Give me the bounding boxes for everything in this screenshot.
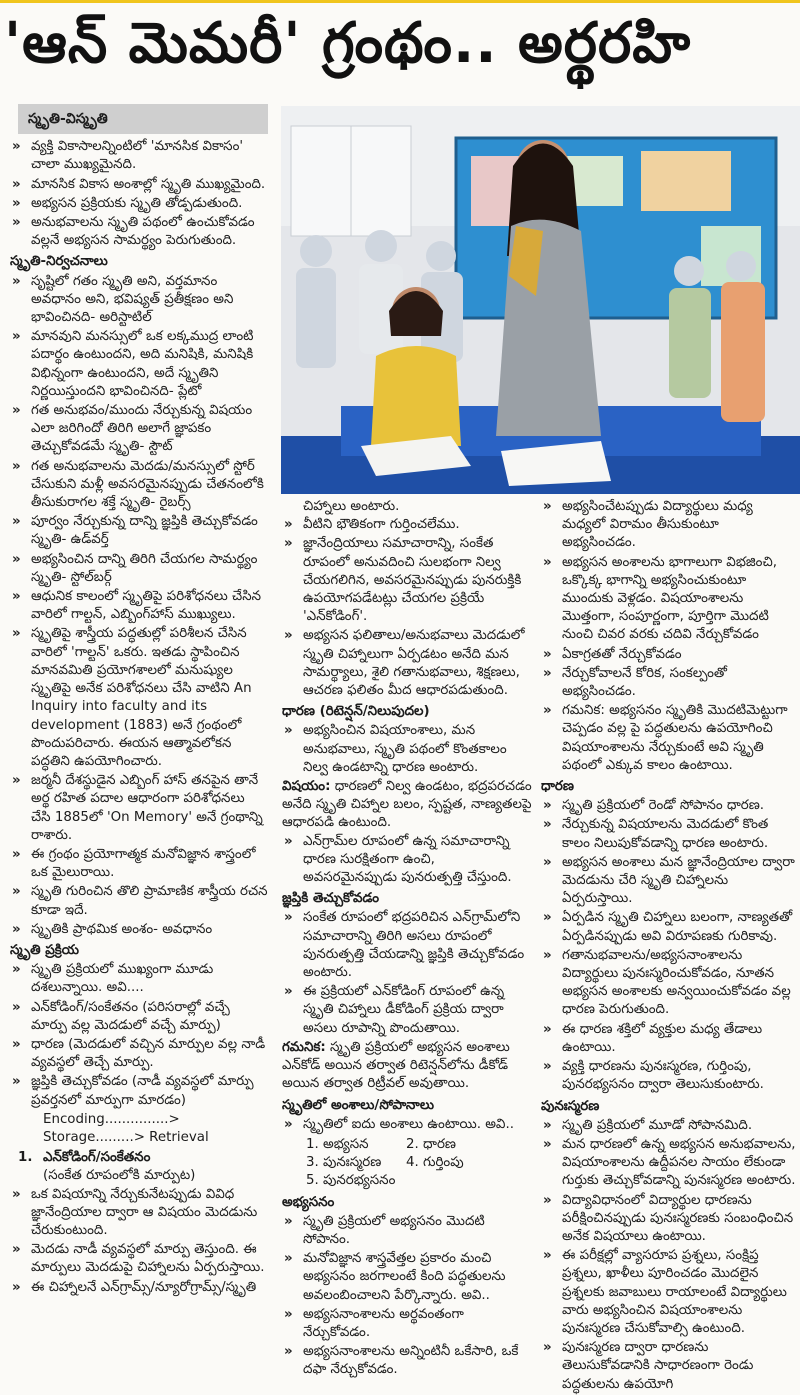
note-2-text: స్మృతి ప్రక్రియలో అభ్యసన అంశాలు ఎన్‌కోడ్ అయిన తర్వాత రిటెన్షన్‌లోను డీకోడ్ అయిన తర్వాత రిట్రీవల్ అవుతాయి. [282,1039,510,1092]
list-item: » మెదడు నాడీ వ్యవస్థలో మార్పు తెస్తుంది. ఈ మార్పులు మెదడుపై చిహ్నాలను ఏర్పరుస్తాయి. [10,1241,268,1277]
definition-item: » పూర్వం నేర్చుకున్న దాన్ని జ్ఞప్తికి తెచ్చుకోవడం స్మృతి- ఉడ్‌వర్త్ [10,513,268,549]
element-item: 5. పునరభ్యసనం [306,1173,396,1189]
definition-item: » జర్మనీ దేశస్థుడైన ఎబ్బింగ్ హాస్ తనపైన తానే అర్థ రహిత పదాల ఆధారంగా పరిశోధనలు చేసి 1885లో 'On Memory' అనే గ్రంథాన్ని రాశారు. [10,772,268,845]
definition-item: » గత అనుభవాలను మెదడు/మనస్సులో స్టోర్ చేసుకుని మళ్లీ అవసరమైనప్పుడు చేతనంలోకి తీసుకురాగల శక్తే స్మృతి- రైబర్స్ [10,458,268,513]
recall-heading-2: పునఃస్మరణ [541,1098,600,1114]
element-item: 2. ధారణ [406,1136,456,1152]
learning-methods-list [541,498,796,775]
list-item: » వ్యక్తి ధారణను పునఃస్మరణ, గుర్తింపు, పునరభ్యసనం ద్వారా తెలుసుకుంటారు. [541,1058,796,1094]
classroom-illustration [281,106,800,494]
definition-item: » ఈ గ్రంథం ప్రయోగాత్మక మనోవిజ్ఞాన శాస్త్రంలో ఒక మైలురాయి. [10,846,268,882]
list-item: » అభ్యసన అంశాలను భాగాలుగా విభజించి, ఒక్కొక్క భాగాన్ని అభ్యసించుకుంటూ ముందుకు వెళ్లడం. విషయాంశాలను మొత్తంగా, సంపూర్ణంగా, పూర్తిగా మొదటి నుంచి చివర వరకు చదివి నేర్చుకోవడం [541,554,796,645]
retention-details-list [541,797,796,1094]
note-1-label: విషయం: [282,779,331,795]
list-item: » స్మృతి ప్రక్రియలో అభ్యసనం మొదటి సోపానం. [282,1213,533,1249]
list-item: » అభ్యసనాంశాలను అర్థవంతంగా నేర్చుకోవడం. [282,1306,533,1342]
section-title: స్మృతి-విస్మృతి [18,104,268,134]
headline: 'ఆన్ మెమరీ' గ్రంథం.. అర్థరహి [4,11,692,76]
note-1-text: ధారణలో నిల్వ ఉండటం, భద్రపరచడం అనేది స్మృతి చిహ్నాల బలం, స్పష్టత, నాణ్యతలపై ఆధారపడి ఉంటుంది. [282,779,532,831]
encoding-heading-text: ఎన్‌కోడింగ్/సంకేతనం [43,1150,151,1166]
recall-list [282,909,533,1037]
encoding-sub: (సంకేత రూపంలోకి మార్పుట) [43,1168,196,1184]
column-3 [541,498,796,1395]
list-item: » జ్ఞానేంద్రియాలు సమాచారాన్ని, సంకేత రూపంలో అనువదించి సులభంగా నిల్వ చేయగలిగిన, అవసరమైనప్పుడు పునరుక్తికి ఉపయోగపడేటట్లు చేయగల ప్రక్రియే 'ఎన్‌కోడింగ్'. [282,535,533,626]
list-item: » ఏర్పడిన స్మృతి చిహ్నాలు బలంగా, నాణ్యతతో ఏర్పడినప్పుడు అవి విరూపణకు గురికావు. [541,909,796,945]
top-accent-bar [0,0,800,3]
list-item: » అభ్యసించిన విషయాంశాలు, మన అనుభవాలు, స్మృతి పథంలో కొంతకాలం నిల్వ ఉండటాన్ని ధారణ అంటారు. [282,722,533,777]
definition-item: » స్మృతికి ప్రాథమిక అంశం- అవధానం [10,921,268,939]
list-item: » ఈ పరీక్షల్లో వ్యాసరూప ప్రశ్నలు, సంక్షిప్త ప్రశ్నలు, ఖాళీలు పూరించడం మొదలైన ప్రశ్నలకు జవాబులు రాయాలంటే విద్యార్థులు వారు అభ్యసించిన విషయాంశాలను పునఃస్మరణ చేసుకోవాల్సి ఉంటుంది. [541,1247,796,1338]
note-1 [282,778,533,833]
list-item: » జ్ఞప్తికి తెచ్చుకోవడం (నాడీ వ్యవస్థలో మార్పు ప్రవర్తనలో మార్పుగా మారడం) [10,1073,268,1109]
elements-heading: స్మృతిలో అంశాలు/సోపానాలు [282,1097,434,1113]
list-item: » మానసిక వికాస అంశాల్లో స్మృతి ముఖ్యమైంది. [10,176,268,194]
definition-item: » స్మృతిపై శాస్త్రీయ పద్ధతుల్లో పరిశీలన చేసిన వారిలో 'గాల్టన్' ఒకరు. ఇతడు స్థాపించిన మానవమితి ప్రయోగశాలలో మనుష్యుల స్మృతిపై అనేక పరిశోధనలు చేసి వాటిని An Inquiry into faculty and its development (1883) అనే గ్రంథంలో పొందుపరిచారు. ఈయన ఆత్మావలోకన పద్ధతిని ఉపయోగించారు. [10,625,268,771]
continuation-text: చిహ్నాలు అంటారు. [303,499,400,514]
retention-list-2 [282,833,533,888]
list-item: » ఎన్‌కోడింగ్/సంకేతనం (పరిసరాల్లో వచ్చే మార్పు వల్ల మెదడులో వచ్చే మార్పు) [10,999,268,1035]
recall-details-list [541,1117,796,1394]
list-item: » వీటిని భౌతికంగా గుర్తించలేము. [282,516,533,534]
encoding-list [10,1186,268,1297]
note-2 [282,1039,533,1094]
list-item: » అభ్యసన ప్రక్రియకు స్మృతి తోడ్పడుతుంది. [10,195,268,213]
column-2 [282,498,533,1381]
process-heading: స్మృతి ప్రక్రియ [10,942,79,958]
list-item: » ఏకాగ్రతతో నేర్చుకోవడం [541,646,796,664]
learning-heading: అభ్యసనం [282,1194,335,1210]
encoding-details-list [282,516,533,700]
note-2-label: గమనిక: [282,1039,326,1055]
list-item: » ఈ చిహ్నాలనే ఎన్‌గ్రామ్స్/న్యూరోగ్రామ్స్/స్మృతి [10,1279,268,1297]
elements-grid [282,1136,533,1191]
list-item: » పునఃస్మరణ ద్వారా ధారణను తెలుసుకోవడానికి సాధారణంగా రెండు పద్ధతులను ఉపయోగి [541,1339,796,1394]
list-item: » సంకేత రూపంలో భద్రపరిచిన ఎన్‌గ్రామ్‌లోని సమాచారాన్ని తిరిగి అసలు రూపంలో పునరుత్పత్తి చేయడాన్ని జ్ఞప్తికి తెచ్చుకోవడం అంటారు. [282,909,533,982]
definitions-list [10,273,268,939]
encoding-heading [10,1149,268,1167]
list-item: » నేర్చుకున్న విషయాలను మెదడులో కొంత కాలం నిలుపుకోవడాన్ని ధారణ అంటారు. [541,816,796,852]
list-item: » స్మృతి ప్రక్రియలో ముఖ్యంగా మూడు దశలున్నాయి. అవి.... [10,961,268,997]
list-item: » స్మృతిలో ఐదు అంశాలు ఉంటాయి. అవి.. [282,1116,533,1134]
list-item: » అభ్యసన ఫలితాలు/అనుభవాలు మెదడులో స్మృతి చిహ్నాలుగా ఏర్పడటం అనేది మన సామర్థ్యాలు, శైలి గతానుభవాలు, శిక్షణలు, ఆచరణ ఫలితం మీద ఆధారపడుతుంది. [282,627,533,700]
list-item: » స్మృతి ప్రక్రియలో మూడో సోపానమిది. [541,1117,796,1135]
definition-item: » మానవుని మనస్సులో ఒక లక్కముద్ర లాంటి పదార్థం ఉంటుందని, అది మనిషికి, మనిషికి విభిన్నంగా ఉంటుందని, అదే స్మృతిని నిర్ణయిస్తుందని భావించినది- ప్లేటో [10,328,268,401]
definition-item: » ఆధునిక కాలంలో స్మృతిపై పరిశోధనలు చేసిన వారిలో గాల్టన్, ఎబ్బింగ్‌హాస్ ముఖ్యులు. [10,588,268,624]
list-item: » గమనిక: అభ్యసనం స్మృతికి మొదటిమెట్టుగా చెప్పడం వల్ల పై పద్ధతులను ఉపయోగించి విషయాంశాలను నేర్చుకుంటే అవి స్మృతి పథంలో ఎక్కువ కాలం ఉంటాయి. [541,702,796,775]
process-list [10,961,268,1110]
element-item: 4. గుర్తింపు [406,1155,464,1171]
list-item: » ఈ ప్రక్రియలో ఎన్‌కోడింగ్ రూపంలో ఉన్న స్మృతి చిహ్నాలు డీకోడింగ్ ప్రక్రియ ద్వారా అసలు రూపాన్ని పొందుతాయి. [282,983,533,1038]
list-item: » అభ్యసనాంశాలను అన్నింటినీ ఒకేసారి, ఒకే దఫా నేర్చుకోవడం. [282,1343,533,1379]
flow-text: Encoding...............> Storage.........> Retrieval [43,1111,209,1145]
encoding-number: 1. [18,1150,33,1166]
list-item: » వ్యక్తి వికాసాలన్నింటిలో 'మానసిక వికాసం' చాలా ముఖ్యమైనది. [10,138,268,174]
retention-heading: ధారణ (రిటెన్షన్/నిలుపుదల) [282,704,430,720]
definition-item: » అభ్యసించిన దాన్ని తిరిగి చేయగల సామర్థ్యం స్మృతి- స్టోల్‌బర్గ్ [10,551,268,587]
list-item: » అభ్యసన అంశాలు మన జ్ఞానేంద్రియాల ద్వారా మెదడును చేరి స్మృతి చిహ్నాలను ఏర్పరుస్తాయి. [541,854,796,909]
element-item: 3. పునఃస్మరణ [306,1155,382,1171]
intro-list [10,138,268,250]
list-item: » ఎన్‌గ్రామ్‌ల రూపంలో ఉన్న సమాచారాన్ని ధారణ సురక్షితంగా ఉంచి, అవసరమైనప్పుడు పునరుత్పత్తి చేస్తుంది. [282,833,533,888]
list-item: » ధారణ (మెదడులో వచ్చిన మార్పుల వల్ల నాడీ వ్యవస్థలో తెచ్చే మార్పు. [10,1036,268,1072]
element-item: 1. అభ్యసన [306,1136,369,1152]
list-item: » ఈ ధారణ శక్తిలో వ్యక్తుల మధ్య తేడాలు ఉంటాయి. [541,1021,796,1057]
list-item: » అభ్యసించేటప్పుడు విద్యార్థులు మధ్య మధ్యలో విరామం తీసుకుంటూ అభ్యసించడం. [541,498,796,553]
learning-list [282,1213,533,1380]
retention-list [282,722,533,777]
recall-heading: జ్ఞప్తికి తెచ్చుకోవడం [282,891,380,907]
column-1 [10,104,268,1298]
list-item: » అనుభవాలను స్మృతి పథంలో ఉంచుకోవడం వల్లనే అభ్యసన సామర్థ్యం పెరుగుతుంది. [10,214,268,250]
list-item: » గతానుభవాలను/అభ్యసనాంశాలను విద్యార్థులు పునఃస్మరించుకోవడం, నూతన అభ్యసన అంశాలకు అన్వయించుకోవడం వల్ల ధారణ పెరుగుతుంది. [541,947,796,1020]
elements-list [282,1116,533,1134]
definitions-heading: స్మృతి-నిర్వచనాలు [10,254,108,270]
list-item: » స్మృతి ప్రక్రియలో రెండో సోపానం ధారణ. [541,797,796,815]
list-item: » నేర్చుకోవాలనే కోరిక, సంకల్పంతో అభ్యసించడం. [541,665,796,701]
retention-heading-2: ధారణ [541,779,574,795]
definition-item: » సృష్టిలో గతం స్మృతి అని, వర్తమానం అవధానం అని, భవిష్యత్ ప్రతీక్షణం అని భావించినది- అరిస్టాటిల్ [10,273,268,328]
classroom-photo [281,106,800,494]
definition-item: » గత అనుభవం/ముందు నేర్చుకున్న విషయం ఎలా జరిగిందో తిరిగి అలాగే జ్ఞాపకం తెచ్చుకోవడమే స్మృతి- స్టౌట్ [10,402,268,457]
list-item: » మనోవిజ్ఞాన శాస్త్రవేత్తల ప్రకారం మంచి అభ్యసనం జరగాలంటే కింది పద్ధతులను అవలంబించాలని పేర్కొన్నారు. అవి.. [282,1250,533,1305]
list-item: » విద్యావిధానంలో విద్యార్థుల ధారణను పరీక్షించినప్పుడు పునఃస్మరణకు సంబంధించిన అనేక విషయాలు ఉంటాయి. [541,1192,796,1247]
list-item: » మన ధారణలో ఉన్న అభ్యసన అనుభవాలను, విషయాంశాలను ఉద్దీపనల సాయం లేకుండా గుర్తుకు తెచ్చుకోవడాన్ని పునఃస్మరణ అంటారు. [541,1136,796,1191]
list-item: » ఒక విషయాన్ని నేర్చుకునేటప్పుడు వివిధ జ్ఞానేంద్రియాల ద్వారా ఆ విషయం మెదడును చేరుకుంటుంది. [10,1186,268,1241]
definition-item: » స్మృతి గురించిన తొలి ప్రామాణిక శాస్త్రీయ రచన కూడా ఇదే. [10,883,268,919]
